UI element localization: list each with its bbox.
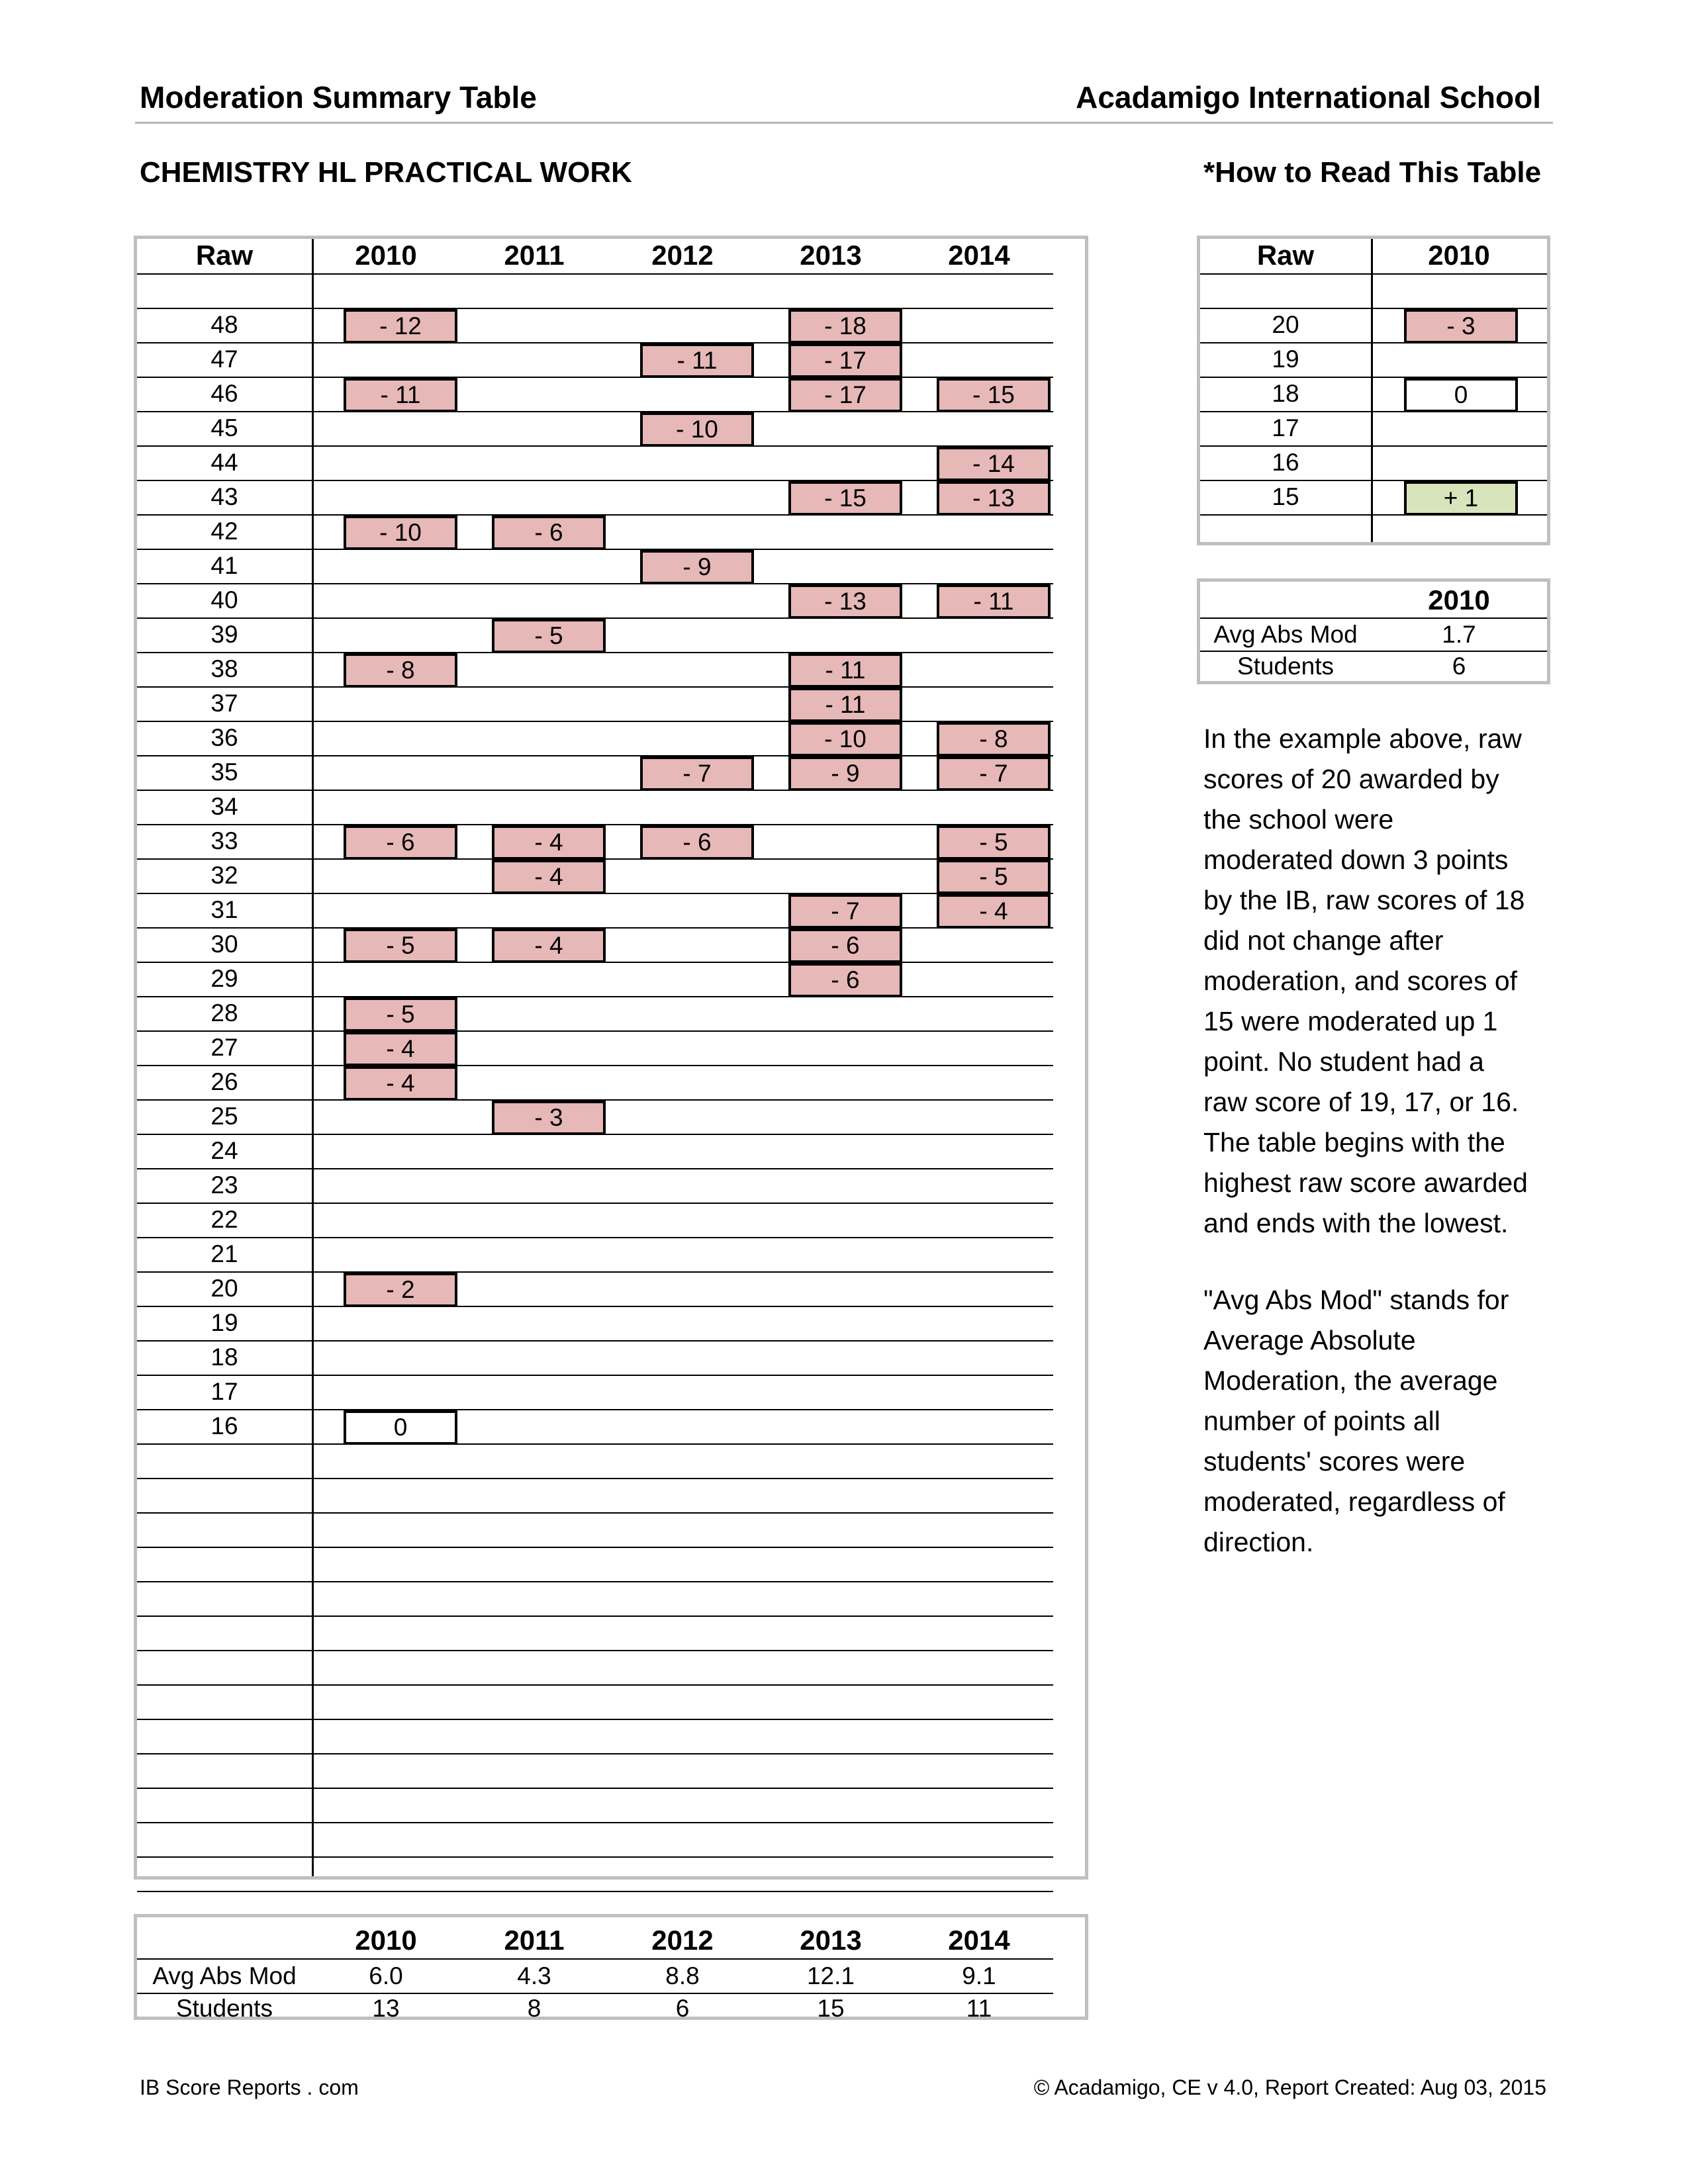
moderation-cell: - 11 <box>640 343 754 378</box>
table-row-line <box>137 1891 1053 1892</box>
raw-score: 27 <box>211 1034 238 1061</box>
moderation-cell: - 18 <box>788 309 902 343</box>
table-row-line <box>137 1581 1053 1582</box>
moderation-cell: - 5 <box>344 997 457 1032</box>
raw-column-divider <box>312 239 314 1876</box>
example-column-divider <box>1371 239 1373 542</box>
summary-year-2014: 2014 <box>948 1925 1010 1956</box>
raw-score: 21 <box>211 1240 238 1267</box>
table-row-line <box>137 1822 1053 1823</box>
students-label: Students <box>175 1995 273 2022</box>
example-moderation-cell: 0 <box>1404 378 1518 412</box>
year-header-2013: 2013 <box>800 240 862 271</box>
example-table <box>1197 236 1550 545</box>
explanation-line: moderated down 3 points <box>1203 844 1509 875</box>
header-divider <box>135 122 1553 124</box>
summary-year-2013: 2013 <box>800 1925 862 1956</box>
moderation-cell: - 15 <box>937 378 1051 412</box>
moderation-table <box>134 236 1088 1880</box>
raw-score: 46 <box>211 380 238 407</box>
moderation-cell: - 5 <box>937 860 1051 894</box>
raw-score: 18 <box>211 1343 238 1371</box>
example-raw-score: 16 <box>1272 449 1299 476</box>
raw-score: 44 <box>211 449 238 476</box>
explanation-paragraph-1 <box>1203 719 1548 1244</box>
students-value: 6 <box>675 1995 690 2022</box>
avg-abs-mod-value: 4.3 <box>517 1962 551 1989</box>
moderation-cell: - 6 <box>788 963 902 997</box>
raw-score: 30 <box>211 931 238 958</box>
raw-score: 22 <box>211 1206 238 1233</box>
moderation-cell: - 10 <box>344 516 457 550</box>
raw-score: 37 <box>211 690 238 717</box>
raw-score: 43 <box>211 483 238 510</box>
table-row-line <box>137 1443 1053 1445</box>
summary-table <box>134 1914 1088 2020</box>
example-row-line <box>1200 273 1547 275</box>
explanation-line: Moderation, the average <box>1203 1365 1498 1396</box>
moderation-cell: - 12 <box>344 309 457 343</box>
students-value: 15 <box>817 1995 845 2022</box>
example-students-value: 6 <box>1452 653 1466 680</box>
example-summary-year: 2010 <box>1428 584 1490 615</box>
moderation-cell: - 9 <box>788 756 902 791</box>
moderation-cell: - 14 <box>937 447 1051 481</box>
moderation-cell: - 9 <box>640 550 754 584</box>
explanation-line: highest raw score awarded <box>1203 1167 1528 1198</box>
moderation-cell: 0 <box>344 1410 457 1445</box>
moderation-cell: - 5 <box>492 619 606 653</box>
moderation-cell: - 7 <box>788 894 902 929</box>
explanation-line: raw score of 19, 17, or 16. <box>1203 1087 1519 1117</box>
raw-score: 17 <box>211 1378 238 1405</box>
moderation-cell: - 4 <box>492 825 606 860</box>
table-row-line <box>137 1478 1053 1479</box>
moderation-cell: - 11 <box>344 378 457 412</box>
avg-abs-mod-value: 12.1 <box>806 1962 855 1989</box>
explanation-line: the school were <box>1203 804 1394 835</box>
avg-abs-mod-value: 6.0 <box>369 1962 403 1989</box>
moderation-cell: - 4 <box>344 1066 457 1101</box>
raw-score: 34 <box>211 793 238 820</box>
moderation-cell: - 13 <box>788 584 902 619</box>
table-row-line <box>137 1512 1053 1514</box>
example-raw-score: 19 <box>1272 345 1299 373</box>
example-raw-score: 20 <box>1272 311 1299 338</box>
explanation-line: In the example above, raw <box>1203 723 1522 754</box>
explanation-line: The table begins with the <box>1203 1127 1505 1158</box>
raw-score: 20 <box>211 1275 238 1302</box>
moderation-cell: - 17 <box>788 343 902 378</box>
explanation-line: Average Absolute <box>1203 1325 1416 1355</box>
raw-score: 36 <box>211 724 238 751</box>
raw-score: 16 <box>211 1412 238 1439</box>
moderation-cell: - 11 <box>788 653 902 688</box>
raw-score: 45 <box>211 414 238 441</box>
moderation-cell: - 11 <box>788 688 902 722</box>
moderation-cell: - 5 <box>344 929 457 963</box>
example-moderation-cell: - 3 <box>1404 309 1518 343</box>
raw-score: 42 <box>211 518 238 545</box>
moderation-cell: - 7 <box>640 756 754 791</box>
table-row-line <box>137 1788 1053 1789</box>
year-header-2014: 2014 <box>948 240 1010 271</box>
explanation-line: students' scores were <box>1203 1446 1466 1477</box>
table-row-line <box>137 1719 1053 1720</box>
explanation-line: scores of 20 awarded by <box>1203 764 1499 794</box>
moderation-cell: - 6 <box>788 929 902 963</box>
raw-column-header: Raw <box>195 240 254 271</box>
explanation-line: by the IB, raw scores of 18 <box>1203 885 1525 915</box>
school-name: Acadamigo International School <box>1076 80 1541 114</box>
example-raw-score: 18 <box>1272 380 1299 407</box>
table-row-line <box>137 1547 1053 1548</box>
footer-right: © Acadamigo, CE v 4.0, Report Created: Aug 03, 2015 <box>1033 2075 1546 2099</box>
table-row-line <box>137 273 1053 275</box>
moderation-cell: - 2 <box>344 1273 457 1307</box>
moderation-cell: - 6 <box>640 825 754 860</box>
table-row-line <box>137 1615 1053 1617</box>
raw-score: 28 <box>211 999 238 1026</box>
students-value: 8 <box>527 1995 541 2022</box>
how-to-read-title: *How to Read This Table <box>1203 156 1542 189</box>
raw-score: 25 <box>211 1103 238 1130</box>
explanation-line: number of points all <box>1203 1406 1440 1436</box>
moderation-cell: - 11 <box>937 584 1051 619</box>
footer-left: IB Score Reports . com <box>140 2075 359 2099</box>
moderation-cell: - 4 <box>492 860 606 894</box>
explanation-line: point. No student had a <box>1203 1046 1484 1077</box>
moderation-cell: - 10 <box>788 722 902 756</box>
raw-score: 38 <box>211 655 238 682</box>
explanation-line: 15 were moderated up 1 <box>1203 1006 1498 1036</box>
explanation-line: and ends with the lowest. <box>1203 1208 1509 1238</box>
example-avg-label: Avg Abs Mod <box>1213 621 1358 648</box>
raw-score: 40 <box>211 586 238 614</box>
explanation-line: did not change after <box>1203 925 1444 956</box>
raw-score: 26 <box>211 1068 238 1095</box>
summary-year-2010: 2010 <box>355 1925 417 1956</box>
table-row-line <box>137 1684 1053 1686</box>
example-avg-value: 1.7 <box>1442 621 1476 648</box>
moderation-cell: - 10 <box>640 412 754 447</box>
avg-abs-mod-value: 9.1 <box>962 1962 996 1989</box>
raw-score: 29 <box>211 965 238 992</box>
example-students-label: Students <box>1237 653 1335 680</box>
moderation-cell: - 4 <box>937 894 1051 929</box>
example-year-header: 2010 <box>1428 240 1490 271</box>
moderation-cell: - 6 <box>492 516 606 550</box>
moderation-cell: - 8 <box>937 722 1051 756</box>
moderation-cell: - 17 <box>788 378 902 412</box>
raw-score: 31 <box>211 896 238 923</box>
moderation-cell: - 5 <box>937 825 1051 860</box>
explanation-line: "Avg Abs Mod" stands for <box>1203 1285 1509 1315</box>
moderation-cell: - 4 <box>492 929 606 963</box>
students-value: 13 <box>372 1995 400 2022</box>
raw-score: 35 <box>211 758 238 786</box>
subject-title: CHEMISTRY HL PRACTICAL WORK <box>140 156 632 189</box>
page-title: Moderation Summary Table <box>140 80 537 114</box>
raw-score: 24 <box>211 1137 238 1164</box>
raw-score: 41 <box>211 552 238 579</box>
moderation-cell: - 3 <box>492 1101 606 1135</box>
summary-year-2011: 2011 <box>504 1925 565 1956</box>
year-header-2012: 2012 <box>651 240 714 271</box>
moderation-cell: - 4 <box>344 1032 457 1066</box>
year-header-2010: 2010 <box>355 240 417 271</box>
raw-score: 47 <box>211 345 238 373</box>
summary-year-2012: 2012 <box>651 1925 714 1956</box>
avg-abs-mod-value: 8.8 <box>665 1962 700 1989</box>
raw-score: 39 <box>211 621 238 648</box>
raw-score: 33 <box>211 827 238 854</box>
example-raw-score: 15 <box>1272 483 1299 510</box>
example-raw-score: 17 <box>1272 414 1299 441</box>
raw-score: 23 <box>211 1171 238 1199</box>
avg-abs-mod-label: Avg Abs Mod <box>152 1962 297 1989</box>
explanation-line: direction. <box>1203 1527 1314 1557</box>
example-raw-header: Raw <box>1256 240 1315 271</box>
table-row-line <box>137 1650 1053 1651</box>
raw-score: 19 <box>211 1309 238 1336</box>
raw-score: 48 <box>211 311 238 338</box>
table-row-line <box>137 1753 1053 1754</box>
example-moderation-cell: + 1 <box>1404 481 1518 516</box>
raw-score: 32 <box>211 862 238 889</box>
students-value: 11 <box>966 1995 992 2022</box>
explanation-line: moderated, regardless of <box>1203 1486 1505 1517</box>
explanation-line: moderation, and scores of <box>1203 966 1518 996</box>
explanation-paragraph-2 <box>1203 1280 1548 1563</box>
moderation-cell: - 8 <box>344 653 457 688</box>
moderation-cell: - 15 <box>788 481 902 516</box>
moderation-cell: - 7 <box>937 756 1051 791</box>
moderation-cell: - 13 <box>937 481 1051 516</box>
example-summary-table <box>1197 578 1550 684</box>
table-row-line <box>137 1856 1053 1858</box>
year-header-2011: 2011 <box>504 240 565 271</box>
moderation-cell: - 6 <box>344 825 457 860</box>
